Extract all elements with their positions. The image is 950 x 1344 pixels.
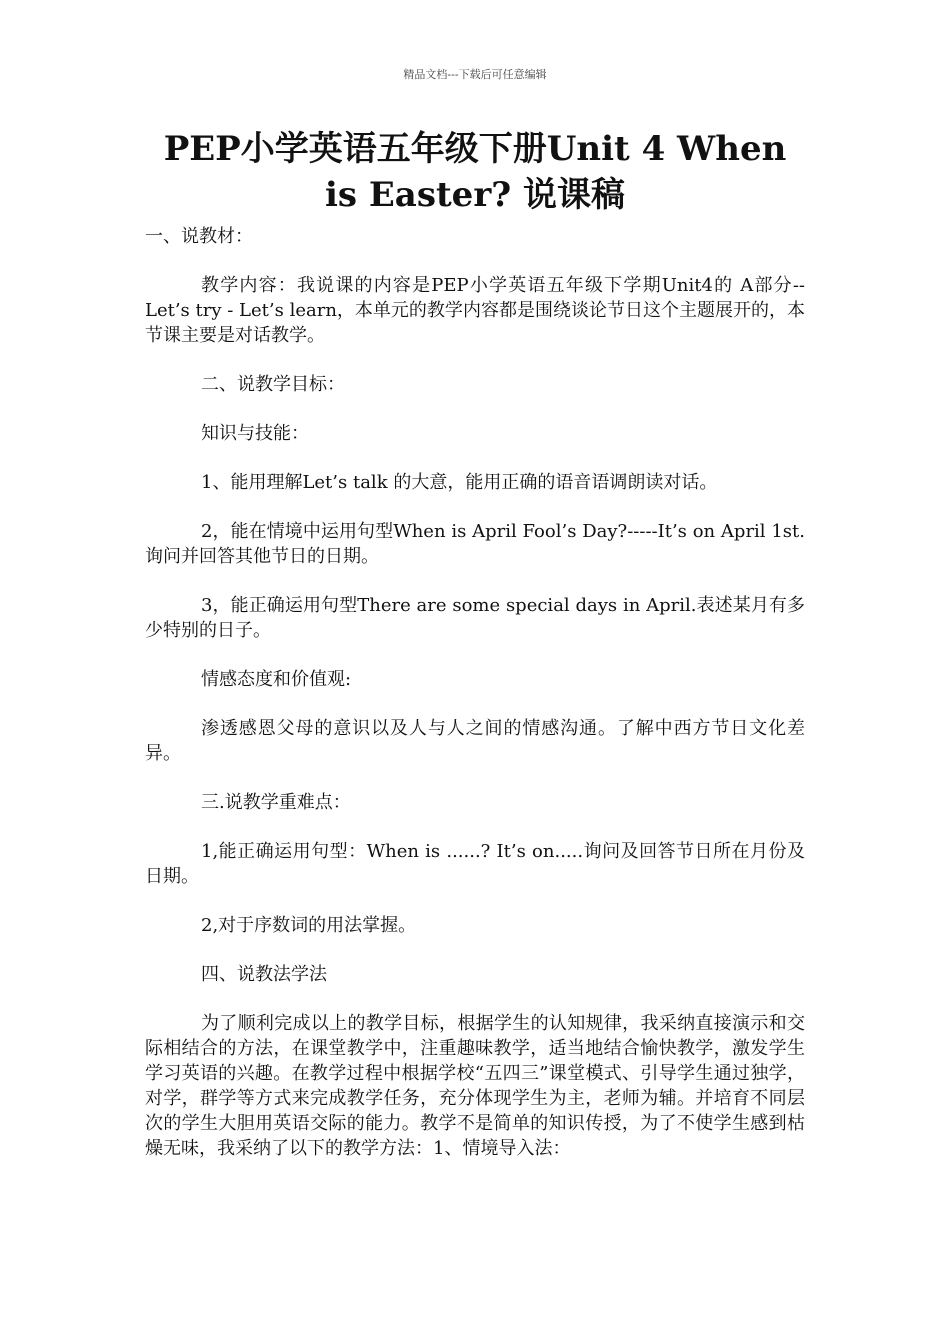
objective-item-1: 1、能用理解Let’s talk 的大意，能用正确的语音语调朗读对话。	[201, 472, 718, 493]
section-heading-2: 二、说教学目标：	[201, 374, 345, 395]
objective-item-4: 渗透感恩父母的意识以及人与人之间的情感沟通。了解中西方节日文化差异。	[145, 718, 805, 764]
title-line-2: is Easter? 说课稿	[325, 175, 625, 215]
title-line-1: PEP小学英语五年级下册Unit 4 When	[163, 129, 787, 169]
paragraph-teaching-content: 教学内容：我说课的内容是PEP小学英语五年级下学期Unit4的 A部分-- Let’s try - Let’s learn，本单元的教学内容都是围绕谈论节日这个主题展开的，本节课主要是对话教学。	[145, 275, 805, 346]
subheading-attitudes-values: 情感态度和价值观:	[201, 669, 352, 690]
objective-item-2: 2，能在情境中运用句型When is April Fool’s Day?-----It’s on April 1st.询问并回答其他节日的日期。	[145, 521, 805, 567]
paragraph-teaching-methods: 为了顺利完成以上的教学目标，根据学生的认知规律，我采纳直接演示和交际相结合的方法，在课堂教学中，注重趣味教学，适当地结合愉快教学，激发学生学习英语的兴趣。在教学过程中根据学校“五四三”课堂模式、引导学生通过独学，对学，群学等方式来完成教学任务，充分体现学生为主，老师为辅。并培育不同层次的学生大胆用英语交际的能力。教学不是简单的知识传授，为了不使学生感到枯燥无味，我采纳了以下的教学方法：1、情境导入法：	[145, 1013, 805, 1159]
key-point-2: 2,对于序数词的用法掌握。	[201, 915, 417, 936]
subheading-knowledge-skills: 知识与技能：	[201, 423, 309, 444]
document-title	[140, 126, 810, 218]
document-body	[145, 224, 805, 1161]
section-heading-4: 四、说教法学法	[201, 964, 327, 985]
objective-item-3: 3，能正确运用句型There are some special days in April.表述某月有多少特别的日子。	[145, 595, 805, 641]
page-header: 精品文档---下载后可任意编辑	[403, 68, 547, 81]
section-heading-1: 一、说教材：	[145, 226, 253, 247]
section-heading-3: 三.说教学重难点：	[201, 792, 351, 813]
key-point-1: 1,能正确运用句型：When is ......? It’s on.....询问及回答节日所在月份及日期。	[145, 841, 805, 887]
